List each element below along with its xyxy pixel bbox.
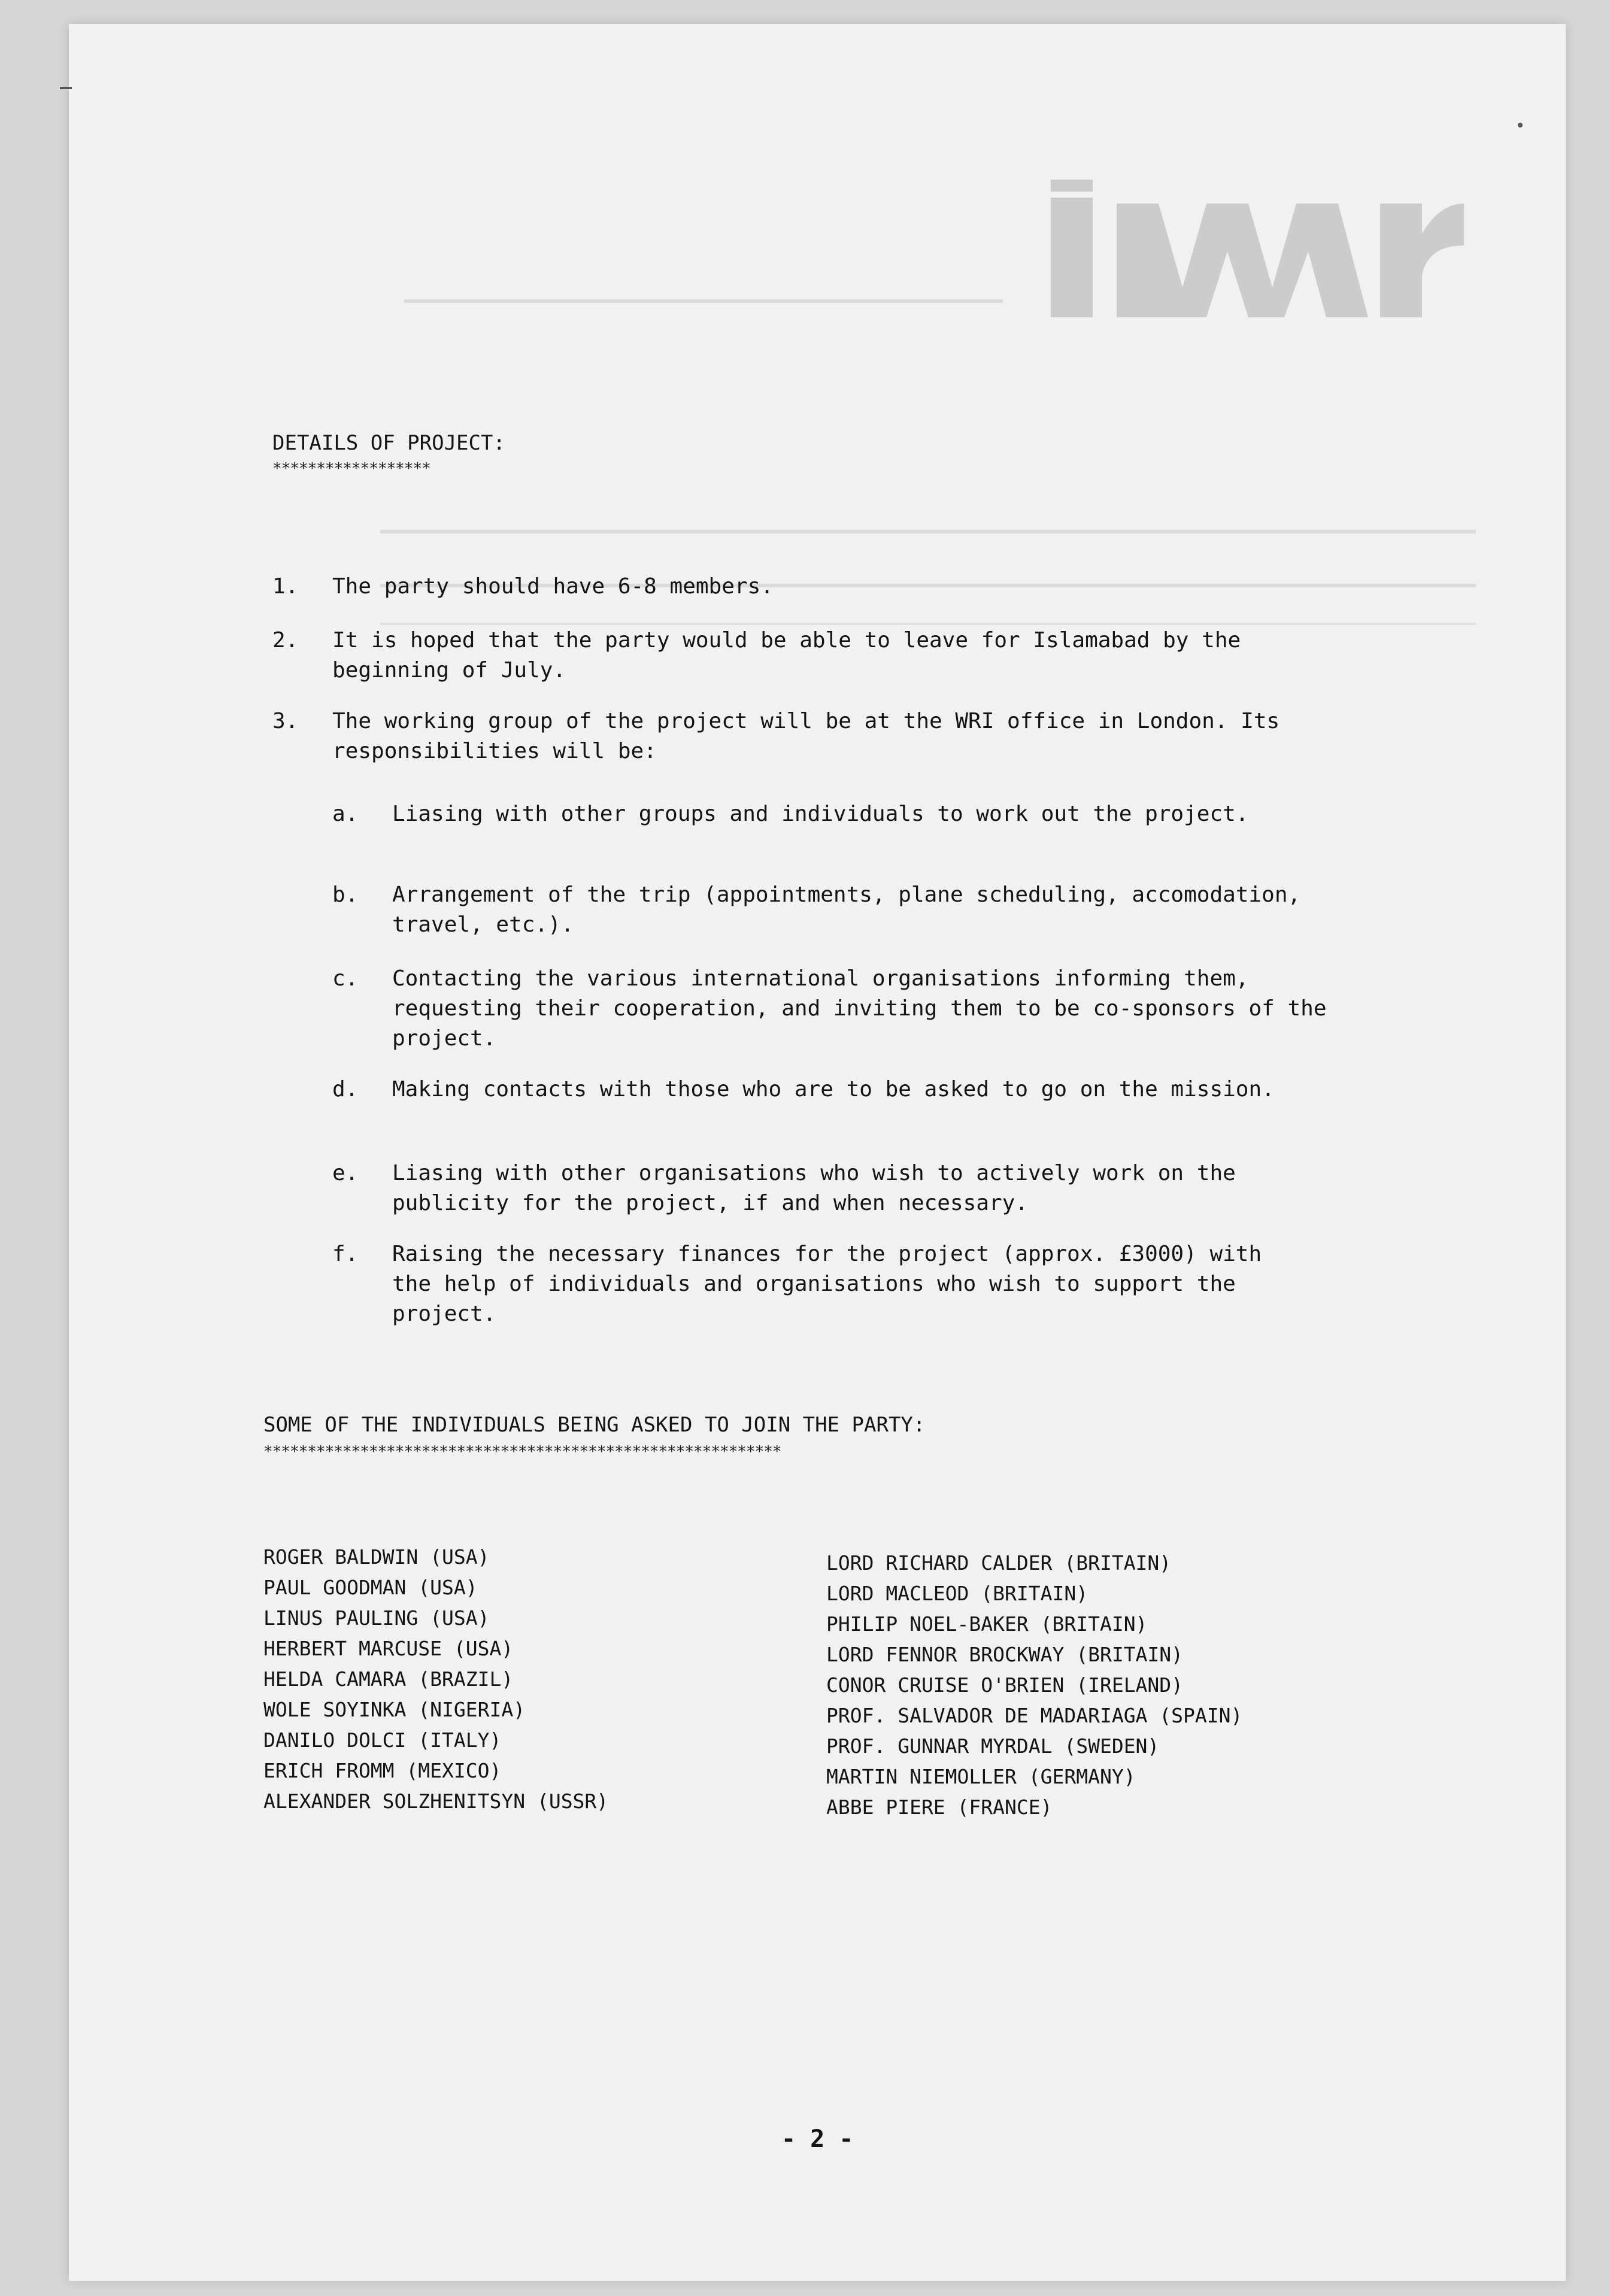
item-number: 3.	[272, 709, 299, 733]
individuals-left-column	[263, 1542, 608, 1816]
sub-item-letter: f.	[332, 1242, 359, 1266]
sub-item-letter: d.	[332, 1077, 359, 1102]
list-item: ERICH FROMM (MEXICO)	[263, 1759, 502, 1782]
list-item: DANILO DOLCI (ITALY)	[263, 1728, 502, 1752]
corner-mark	[1518, 123, 1523, 128]
item-text: The party should have 6-8 members.	[332, 574, 774, 599]
item-number: 2.	[272, 628, 299, 653]
sub-item-letter: e.	[332, 1161, 359, 1185]
sub-item-text: Raising the necessary finances for the project (approx. £3000) with the help of individuals and organisations who wish to support the project.	[392, 1242, 1262, 1326]
sub-item-text: Contacting the various international organisations informing them, requesting their cooperation, and inviting them to be co-sponsors of the project.	[392, 966, 1327, 1051]
list-item: LINUS PAULING (USA)	[263, 1606, 490, 1630]
list-item: CONOR CRUISE O'BRIEN (IRELAND)	[826, 1673, 1184, 1697]
list-item: WOLE SOYINKA (NIGERIA)	[263, 1698, 526, 1721]
sub-item-text: Liasing with other organisations who wish to actively work on the publicity for the project, if and when necessary.	[392, 1161, 1236, 1215]
bleed-through-line	[404, 299, 1003, 303]
list-item: HERBERT MARCUSE (USA)	[263, 1637, 514, 1660]
list-item: MARTIN NIEMOLLER (GERMANY)	[826, 1765, 1136, 1788]
list-item: LORD RICHARD CALDER (BRITAIN)	[826, 1551, 1172, 1575]
list-item: ROGER BALDWIN (USA)	[263, 1545, 490, 1569]
corner-mark	[60, 87, 72, 89]
sub-item-text: Making contacts with those who are to be asked to go on the mission.	[392, 1077, 1275, 1102]
sub-item-letter: b.	[332, 882, 359, 907]
list-item: PAUL GOODMAN (USA)	[263, 1576, 478, 1599]
sub-item-letter: c.	[332, 966, 359, 991]
individuals-right-column	[826, 1548, 1242, 1822]
list-item: PROF. SALVADOR DE MADARIAGA (SPAIN)	[826, 1704, 1243, 1727]
sub-item-text: Liasing with other groups and individuals to work out the project.	[392, 802, 1249, 826]
list-item: ABBE PIERE (FRANCE)	[826, 1795, 1053, 1819]
individuals-heading-underline: ***********************************************************	[263, 1443, 781, 1461]
item-text: The working group of the project will be at the WRI office in London. Its responsibilities will be:	[332, 709, 1280, 763]
document-sheet	[69, 24, 1566, 2281]
list-item: ALEXANDER SOLZHENITSYN (USSR)	[263, 1790, 609, 1813]
list-item: PROF. GUNNAR MYRDAL (SWEDEN)	[826, 1734, 1160, 1758]
list-item: HELDA CAMARA (BRAZIL)	[263, 1667, 514, 1691]
bleed-through-line	[380, 623, 1476, 625]
page-number: - 2 -	[781, 2125, 854, 2153]
list-item: LORD FENNOR BROCKWAY (BRITAIN)	[826, 1643, 1184, 1666]
list-item: LORD MACLEOD (BRITAIN)	[826, 1582, 1089, 1605]
letterhead-logo-ghost	[1045, 180, 1464, 335]
bleed-through-line	[380, 530, 1476, 533]
details-heading: DETAILS OF PROJECT:	[272, 431, 505, 455]
item-number: 1.	[272, 574, 299, 599]
list-item: PHILIP NOEL-BAKER (BRITAIN)	[826, 1612, 1148, 1636]
item-text: It is hoped that the party would be able to leave for Islamabad by the beginning of July.	[332, 628, 1241, 683]
details-heading-underline: ******************	[272, 460, 430, 478]
sub-item-text: Arrangement of the trip (appointments, plane scheduling, accomodation, travel, etc.).	[392, 882, 1301, 937]
individuals-heading: SOME OF THE INDIVIDUALS BEING ASKED TO JOIN THE PARTY:	[263, 1413, 926, 1437]
sub-item-letter: a.	[332, 802, 359, 826]
